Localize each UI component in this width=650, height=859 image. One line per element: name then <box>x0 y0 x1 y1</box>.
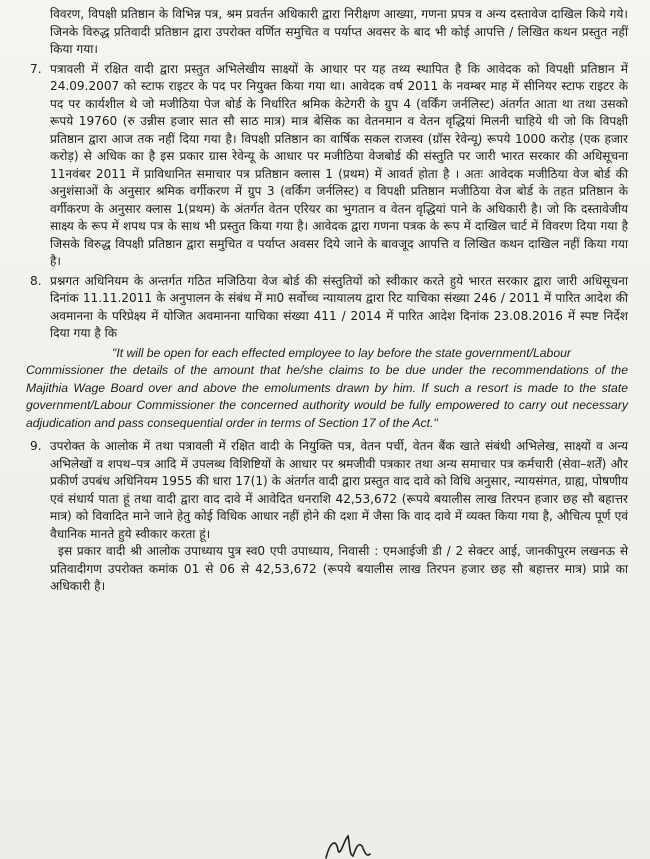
paragraph-number: 7. <box>30 61 42 76</box>
quoted-order <box>26 345 628 433</box>
paragraph-9 <box>26 438 628 596</box>
paragraph-text: प्रश्नगत अधिनियम के अन्तर्गत गठित मजिठिया वेज बोर्ड की संस्तुतियों को स्वीकार करते हुये भारत सरकार द्वारा जारी अधिसूचना दिनांक 11.11.2011 के अनुपालन के संबंध में मा0 सर्वोच्च न्यायालय द्वारा रिट याचिका संख्या 246 / 2011 में पारित आदेश की अवमानना के परिप्रेक्ष्य में योजित अवमानना याचिका संख्या 411 / 2014 में पारित आदेश दिनांक 23.08.2016 में स्पष्ट निर्देश दिया गया है कि <box>50 273 628 340</box>
paragraph-number: 8. <box>30 273 42 288</box>
closing-text: इस प्रकार वादी श्री आलोक उपाध्याय पुत्र स्व0 एपी उपाध्याय, निवासी : एमआईजी डी / 2 सेक्टर आई, जानकीपुरम लखनऊ से प्रतिवादीगण उपरोक्त कमांक 01 से 06 से 42,53,672 (रूपये बयालीस लाख तिरपन हजार छह सौ बहात्तर मात्र) प्राप्ने का अधिकारी है। <box>50 544 628 594</box>
paragraph-7 <box>26 61 628 271</box>
quote-first-line: "It will be open for each effected employee to lay before the state government/Labour <box>112 345 571 360</box>
paragraph-text: उपरोक्त के आलोक में तथा पत्रावली में रक्षित वादी के नियुक्ति पत्र, वेतन पर्ची, वेतन बैंक खाते संबंधी अभिलेख, साक्ष्यों व अन्य अभिलेखों व शपथ–पत्र आदि में उपलब्ध विशिष्टियों के आधार पर श्रमजीवी पत्रकार तथा अन्य समाचार पत्र कर्मचारी (सेवा–शर्तें) और प्रकीर्ण उपबंध अधिनियम 1955 की धारा 17(1) के अंतर्गत वादी द्वारा प्रस्तुत वाद दावे को विधि अनुसार, न्यायसंगत, ग्राह्य, पोषणीय एवं संधार्य पाता हूं तथा वादी द्वारा वाद दावे में आवेदित धनराशि 42,53,672 (रूपये बयालीस लाख तिरपन हजार छह सौ बहात्तर मात्र) को विवादित माने जाने हेतु कोई विधिक आधार नहीं होने की दशा में जैसा कि वाद दावे में व्यक्त किया गया है, औचित्य पूर्ण एवं वैधानिक मानते हुये स्वीकार करता हूं। <box>50 439 628 541</box>
signature-mark <box>322 832 382 859</box>
intro-paragraph: विवरण, विपक्षी प्रतिष्ठान के विभिन्न पत्र, श्रम प्रवर्तन अधिकारी द्वारा निरीक्षण आख्या, गणना प्रपत्र व अन्य दस्तावेज दाखिल किये गये। जिनके विरुद्ध प्रतिवादी प्रतिष्ठान द्वारा उपरोक्त वर्णित समुचित व पर्याप्त अवसर के बाद भी कोई आपत्ति / लिखित कथन प्रस्तुत नहीं किया गया। <box>50 7 628 56</box>
paragraph-text: पत्रावली में रक्षित वादी द्वारा प्रस्तुत अभिलेखीय साक्ष्यों के आधार पर यह तथ्य स्थापित है कि आवेदक को विपक्षी प्रतिष्ठान में 24.09.2007 को स्टाफ राइटर के पद पर नियुक्त किया गया था। आवेदक वर्ष 2011 के नवम्बर माह में सीनियर स्टाफ राइटर के पद पर कार्यशील थे जो मजीठिया पेज बोर्ड के निर्धारित श्रमिक केटेगरी के ग्रुप 4 (वर्किंग जर्नलिस्ट) अंतर्गत आता था तथा उसको रूपये 19760 (रु उन्नीस हजार सात सौ साठ मात्र) मात्र बेसिक का वेतनमान व वेतन वृद्धियां मिलनी चाहिये थी जो कि विपक्षी प्रतिष्ठान द्वारा आज तक नहीं दिया गया है। विपक्षी प्रतिष्ठान का वार्षिक सकल राजस्व (ग्रॉस रेवेन्यू) रूपये 1000 करोड़ (एक हजार करोड़) से अधिक का है इस प्रकार ग्रास रेवेन्यू के आधार पर मजीठिया वेजबोर्ड की संस्तुति पर जारी भारत सरकार की अधिसूचना 11नवंबर 2011 में प्राविधानित समाचार पत्र प्रतिष्ठान क्लास 1 (प्रथम) में आवर्त होता है । अतः आवेदक मजीठिया वेज बोर्ड की अनुशंसाओं के अनुसार श्रमिक वर्गीकरण में ग्रुप 3 (वर्किंग जर्नलिस्ट) व विपक्षी प्रतिष्ठान मजीठिया वेज बोर्ड के तहत प्रतिष्ठान के वर्गीकरण के अनुसार क्लास 1(प्रथम) के अंतर्गत वेतन एरियर का भुगतान व वेतन वृद्धियां पाने के अधिकारी है। जो कि दस्तावेजीय साक्ष्य के रूप में शपथ पत्र के साथ भी प्रस्तुत किया गया है। आवेदक द्वारा गणना पत्रक के रूप में दाखिल चार्ट में विवरण दिया गया है जिसके विरुद्ध विपक्षी प्रतिष्ठान द्वारा समुचित व पर्याप्त अवसर दिये जाने के बावजूद आपत्ति व लिखित कथन दाखिल नहीं किया गया है। <box>50 61 628 268</box>
quote-remaining-text: Commissioner the details of the amount that he/she claims to be due under the recommendations of the Majithia Wage Board over and above the emoluments drawn by him. If such a resort is made to the state government/Labour Commissioner the concerned authority would be fully empowered to carry out necessary adjudication and pass consequential order in terms of Section 17 of the Act." <box>26 363 628 430</box>
paragraph-8 <box>26 273 628 343</box>
paragraph-number: 9. <box>30 439 42 454</box>
